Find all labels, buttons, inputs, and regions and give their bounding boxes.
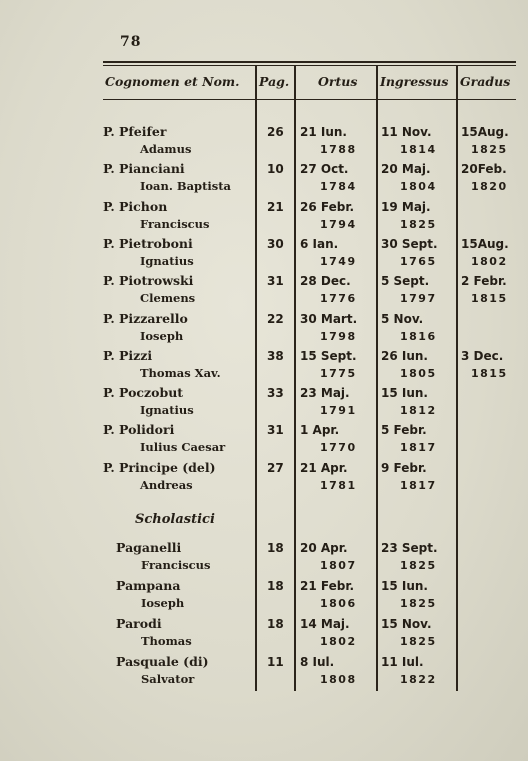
- ortus-day: 23 Maj.: [300, 386, 350, 401]
- ortus-day: 20 Apr.: [300, 541, 348, 555]
- given-name: Franciscus: [141, 558, 211, 572]
- ingressus-day: 5 Febr.: [381, 423, 427, 438]
- ingressus-year: 1825: [400, 597, 437, 610]
- ingressus-year: 1817: [400, 441, 437, 455]
- surname: P. Principe (del): [103, 459, 216, 475]
- page-ref: 27: [267, 460, 284, 475]
- ortus-year: 1775: [320, 366, 357, 380]
- gradus-year: 1820: [471, 180, 508, 194]
- ingressus-day: 15 Iun.: [381, 579, 428, 593]
- ortus-day: 30 Mart.: [300, 311, 358, 326]
- header-rule-second: [103, 65, 516, 66]
- ortus-year: 1770: [320, 441, 357, 455]
- ortus-year: 1749: [320, 254, 357, 268]
- ortus-day: 21 Apr.: [300, 460, 348, 475]
- surname: Pampana: [116, 578, 181, 593]
- ingressus-year: 1804: [400, 180, 437, 194]
- surname: P. Poczobut: [103, 385, 184, 401]
- ingressus-day: 5 Nov.: [381, 311, 424, 326]
- ortus-year: 1802: [320, 635, 357, 648]
- given-name: Andreas: [140, 477, 193, 492]
- surname: Parodi: [116, 616, 162, 631]
- ingressus-year: 1812: [400, 404, 437, 418]
- given-name: Clemens: [140, 291, 196, 306]
- ingressus-day: 26 Iun.: [381, 348, 428, 363]
- surname: P. Pietroboni: [103, 235, 193, 251]
- ingressus-day: 11 Nov.: [381, 125, 432, 139]
- page-ref: 21: [267, 199, 284, 214]
- header-rule-bottom: [103, 99, 516, 100]
- ingressus-day: 30 Sept.: [381, 236, 438, 251]
- given-name: Thomas: [141, 634, 192, 648]
- ortus-day: 14 Maj.: [300, 617, 350, 631]
- ingressus-year: 1825: [400, 559, 437, 572]
- ortus-year: 1791: [320, 404, 357, 418]
- header-gradus: Gradus: [460, 74, 511, 89]
- ortus-year: 1788: [320, 143, 357, 156]
- page-ref: 38: [267, 348, 284, 363]
- ingressus-year: 1814: [400, 143, 437, 156]
- surname: P. Pianciani: [103, 161, 185, 177]
- surname: P. Polidori: [103, 422, 175, 438]
- given-name: Iulius Caesar: [140, 440, 226, 455]
- surname: P. Pizzi: [103, 347, 153, 363]
- gradus-day: 15Aug.: [461, 236, 509, 251]
- given-name: Ioan. Baptista: [140, 179, 232, 194]
- gradus-year: 1815: [471, 292, 508, 306]
- page-number: 78: [120, 34, 142, 50]
- ortus-day: 1 Apr.: [300, 423, 340, 438]
- ingressus-day: 15 Iun.: [381, 386, 428, 401]
- surname: P. Pizzarello: [103, 310, 188, 326]
- gradus-day: 15Aug.: [461, 125, 509, 139]
- ortus-year: 1794: [320, 217, 357, 231]
- ortus-day: 21 Febr.: [300, 579, 355, 593]
- ortus-year: 1806: [320, 597, 357, 610]
- header-name: Cognomen et Nom.: [105, 74, 240, 89]
- ingressus-year: 1825: [400, 635, 437, 648]
- gradus-year: 1802: [471, 254, 508, 268]
- ortus-year: 1798: [320, 329, 357, 343]
- header-ortus: Ortus: [318, 74, 358, 89]
- ortus-day: 8 Iul.: [300, 655, 335, 669]
- given-name: Franciscus: [140, 216, 210, 231]
- given-name: Ioseph: [141, 596, 185, 610]
- given-name: Ignatius: [140, 403, 194, 418]
- ortus-day: 15 Sept.: [300, 348, 357, 363]
- gradus-day: 3 Dec.: [461, 348, 504, 363]
- surname: P. Piotrowski: [103, 273, 194, 289]
- ingressus-year: 1765: [400, 254, 437, 268]
- header-pag: Pag.: [259, 74, 290, 89]
- ingressus-day: 20 Maj.: [381, 162, 431, 177]
- page-ref: 18: [267, 541, 284, 555]
- ingressus-year: 1816: [400, 329, 437, 343]
- page-ref: 30: [267, 236, 284, 251]
- ortus-year: 1807: [320, 559, 357, 572]
- ingressus-day: 5 Sept.: [381, 274, 430, 289]
- ingressus-day: 19 Maj.: [381, 199, 431, 214]
- ortus-day: 26 Febr.: [300, 199, 355, 214]
- page-ref: 31: [267, 423, 284, 438]
- given-name: Salvator: [141, 672, 195, 686]
- page-ref: 18: [267, 579, 284, 593]
- gradus-year: 1825: [471, 143, 508, 156]
- ingressus-day: 11 Iul.: [381, 655, 424, 669]
- given-name: Ioseph: [140, 328, 184, 343]
- section-title: Scholastici: [135, 512, 215, 527]
- ortus-year: 1781: [320, 478, 357, 492]
- column-divider: [376, 66, 378, 691]
- ortus-day: 21 Iun.: [300, 125, 347, 139]
- ingressus-day: 15 Nov.: [381, 617, 432, 631]
- column-divider: [294, 66, 296, 691]
- ortus-year: 1784: [320, 180, 357, 194]
- ingressus-day: 9 Febr.: [381, 460, 427, 475]
- page-ref: 11: [267, 655, 284, 669]
- header-rule-top: [103, 61, 516, 63]
- gradus-day: 2 Febr.: [461, 274, 507, 289]
- page-ref: 18: [267, 617, 284, 631]
- gradus-year: 1815: [471, 366, 508, 380]
- ingressus-day: 23 Sept.: [381, 541, 438, 555]
- ingressus-year: 1825: [400, 217, 437, 231]
- page-ref: 22: [267, 311, 284, 326]
- ortus-year: 1808: [320, 673, 357, 686]
- ortus-day: 6 Ian.: [300, 236, 339, 251]
- page-ref: 26: [267, 125, 284, 139]
- gradus-day: 20Feb.: [461, 162, 507, 177]
- ortus-day: 28 Dec.: [300, 274, 351, 289]
- ingressus-year: 1805: [400, 366, 437, 380]
- page-ref: 31: [267, 274, 284, 289]
- page-ref: 33: [267, 386, 284, 401]
- surname: P. Pichon: [103, 198, 168, 214]
- column-divider: [255, 66, 257, 691]
- ingressus-year: 1797: [400, 292, 437, 306]
- ortus-day: 27 Oct.: [300, 162, 349, 177]
- ingressus-year: 1817: [400, 478, 437, 492]
- given-name: Ignatius: [140, 253, 194, 268]
- surname: P. Pfeifer: [103, 124, 167, 139]
- page-ref: 10: [267, 162, 284, 177]
- given-name: Adamus: [140, 142, 192, 156]
- header-ingressus: Ingressus: [380, 74, 449, 89]
- surname: Paganelli: [116, 540, 182, 555]
- surname: Pasquale (di): [116, 654, 209, 669]
- ortus-year: 1776: [320, 292, 357, 306]
- ingressus-year: 1822: [400, 673, 437, 686]
- given-name: Thomas Xav.: [140, 365, 221, 380]
- column-divider: [456, 66, 458, 691]
